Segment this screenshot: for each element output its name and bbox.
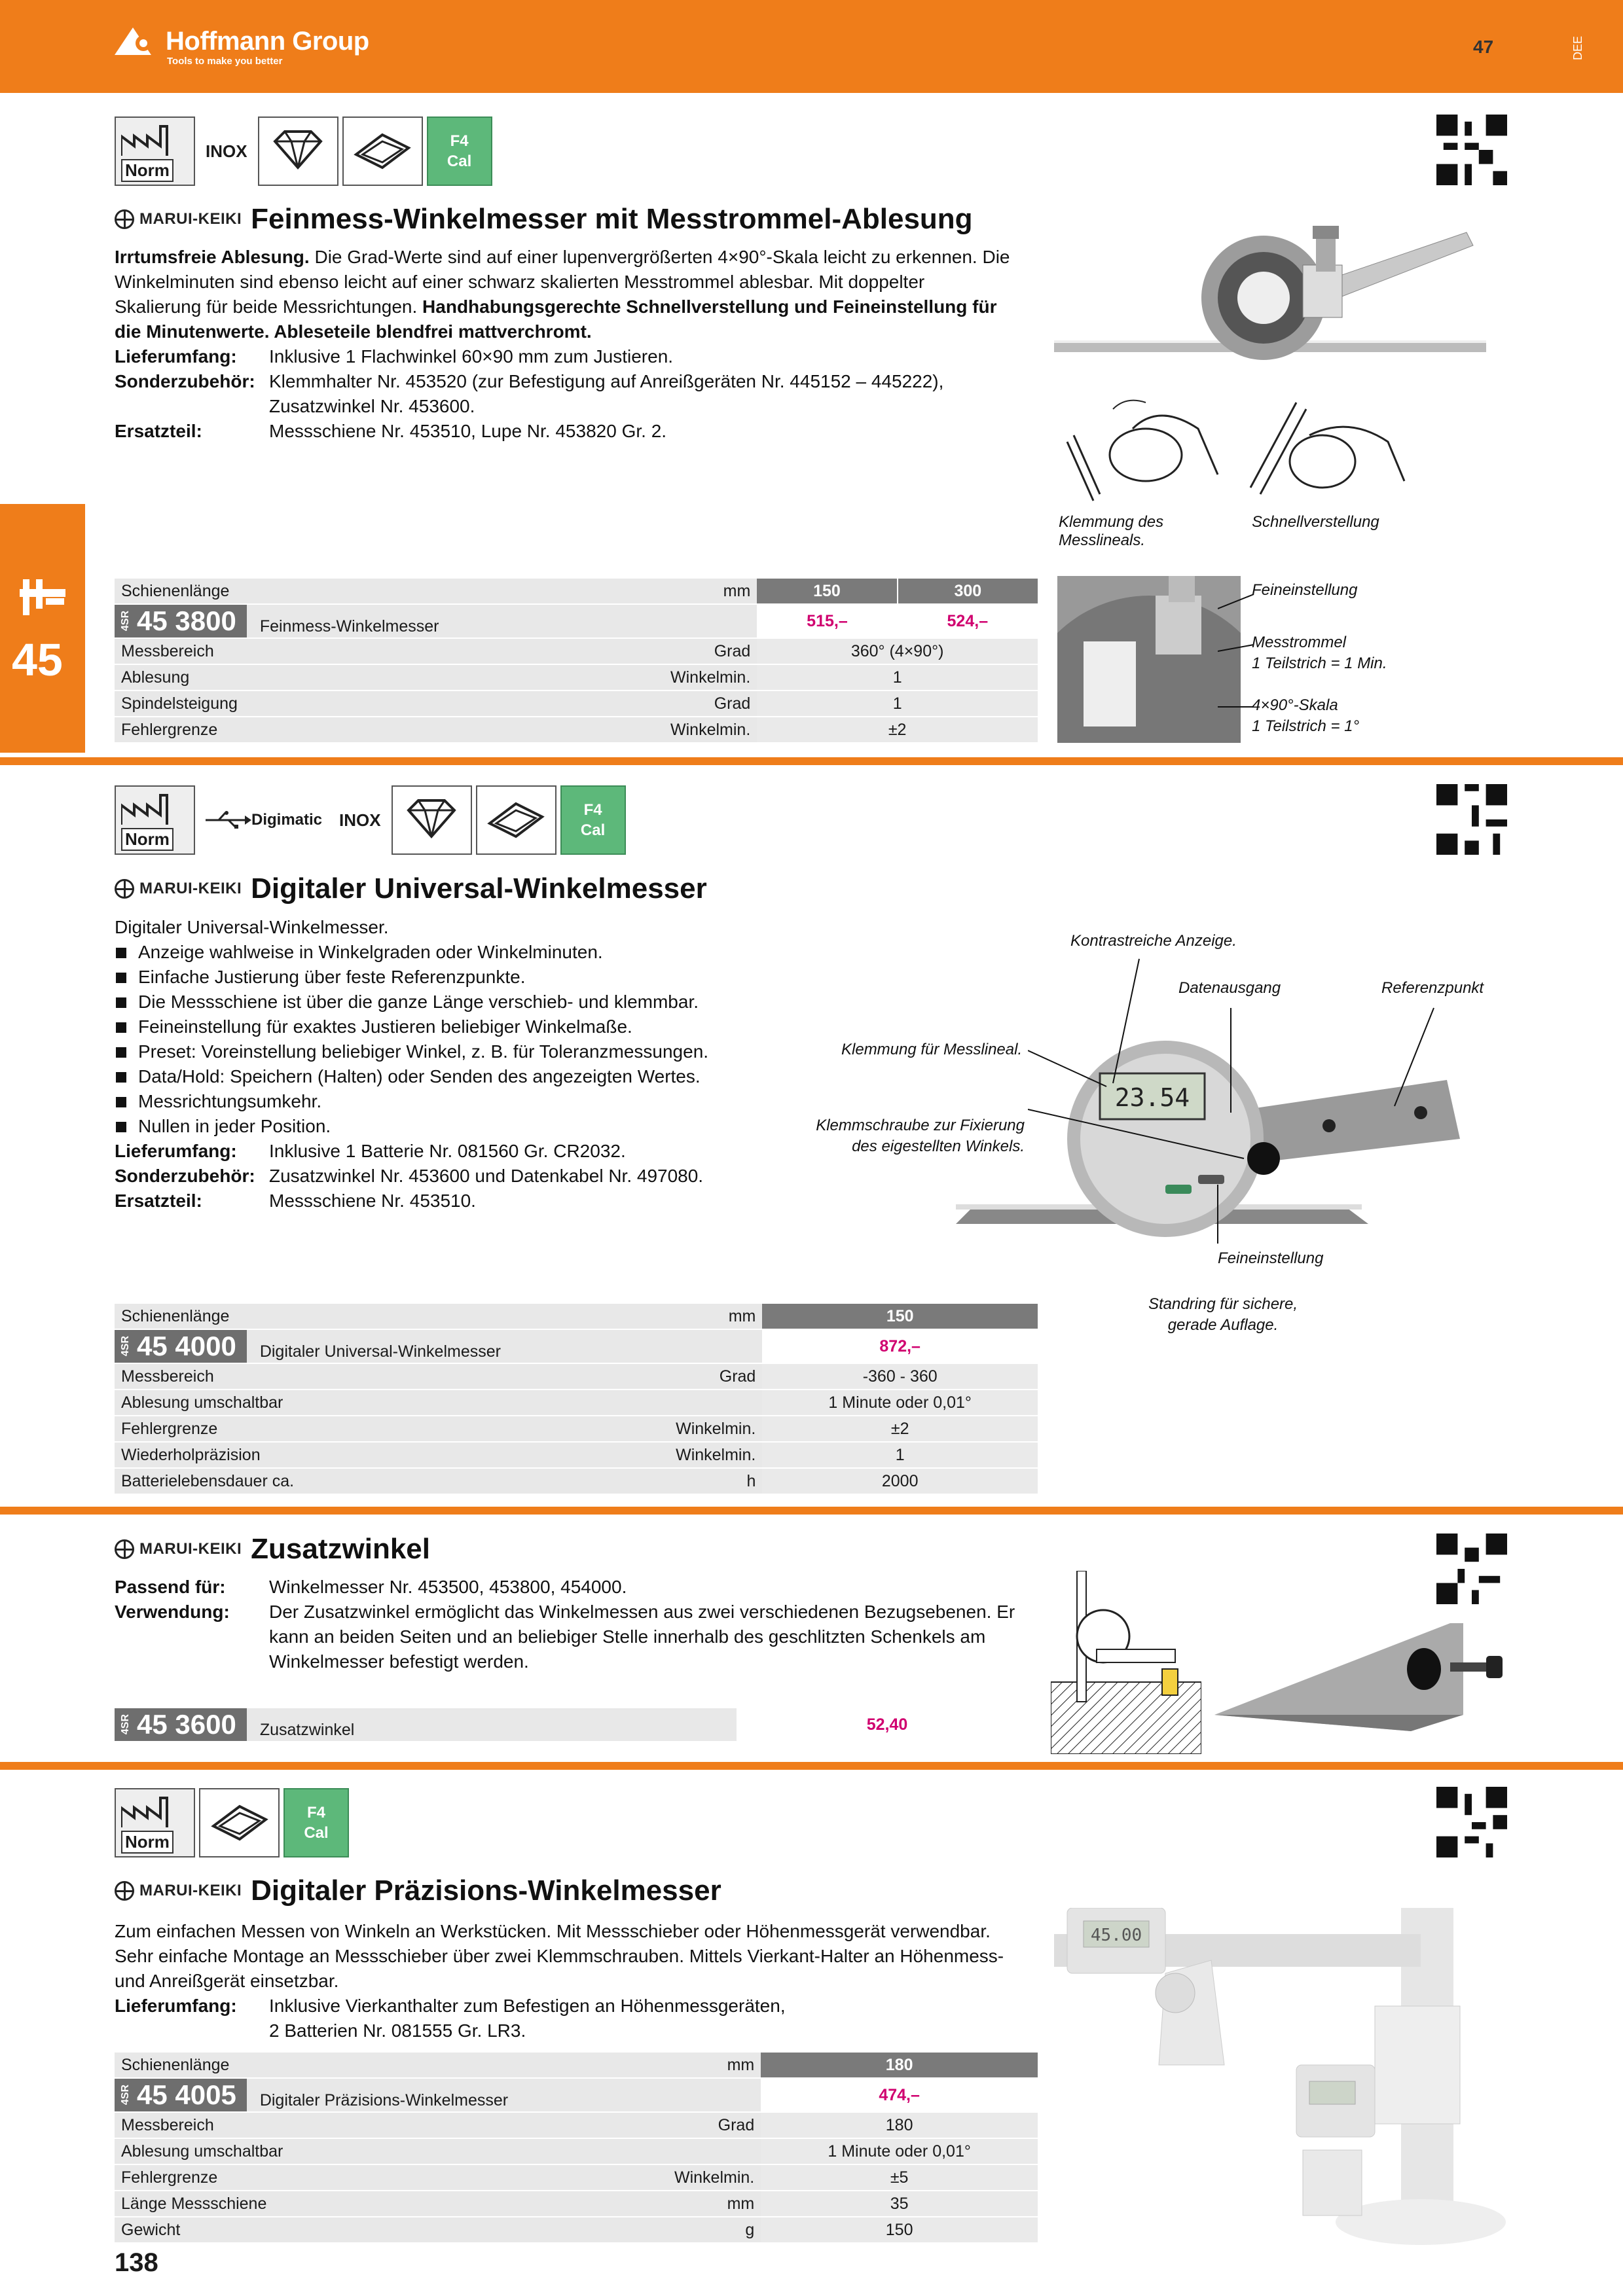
table-row: Messbereich Grad 180	[115, 2112, 1038, 2138]
marui-keiki-logo: MARUI-KEIKI	[115, 209, 242, 229]
square-usage-diagram	[1051, 1571, 1201, 1754]
s4-heading	[115, 1874, 721, 1907]
s1-caption-quick: Schnellverstellung	[1252, 513, 1379, 531]
f4-cal-badge: F4 Cal	[560, 785, 626, 855]
table-row: Batterielebensdauer ca. h 2000	[115, 1468, 1038, 1494]
section-divider	[0, 757, 1623, 765]
table-row: Wiederholpräzision Winkelmin. 1	[115, 1442, 1038, 1468]
case-icon	[476, 785, 556, 855]
s2-caption-display: Kontrastreiche Anzeige.	[1070, 932, 1237, 950]
s2-title: Digitaler Universal-Winkelmesser	[251, 872, 707, 905]
lcd-value: 45.00	[1090, 1926, 1142, 1945]
table-row: Ablesung umschaltbar 1 Minute oder 0,01°	[115, 2138, 1038, 2164]
price: 52,40	[737, 1708, 1038, 1742]
diamond-icon	[392, 785, 472, 855]
section-divider	[0, 1507, 1623, 1515]
table-row: Messbereich Grad 360° (4×90°)	[115, 638, 1038, 664]
precision-protractor-photo	[1054, 1908, 1512, 2248]
inox-label: INOX	[199, 117, 254, 186]
footer-page-number: 138	[115, 2248, 158, 2277]
norm-icon: Norm	[115, 1788, 195, 1857]
table-row: Länge Messschiene mm 35	[115, 2191, 1038, 2217]
s2-caption-ref: Referenzpunkt	[1381, 979, 1484, 997]
case-icon	[342, 117, 423, 186]
norm-icon: Norm	[115, 785, 195, 855]
page-number: 47	[1473, 37, 1494, 57]
lcd-value: 23.54	[1114, 1083, 1190, 1112]
s2-description: Digitaler Universal-Winkelmesser. Anzeige wahlweise in Winkelgraden oder Winkelminuten. Einfache Justierung über feste Referenzpunkte. Die Messschiene ist über die ganze Länge verschieb- und klemmbar. Feineinstellung für exaktes Justieren beliebiger Winkelmaße. Preset: Voreinstellung beliebiger Winkel, z. B. für Toleranzmessungen. Data/Hold: Speichern (Halten) oder Senden des angezeigten Wertes. Messrichtungsumkehr. Nullen in jeder Position. Lieferumfang: Inklusive 1 Batterie Nr. 081560 Gr. CR2032. Sonderzubehör: Zusatzwinkel Nr. 453600 und Datenkabel Nr. 497080. Ersatzteil: Messschiene Nr. 453510.	[115, 915, 900, 1213]
table-row: Fehlergrenze Winkelmin. ±5	[115, 2164, 1038, 2191]
s4-title: Digitaler Präzisions-Winkelmesser	[251, 1874, 721, 1907]
article-number: 4SR 45 3600	[115, 1708, 247, 1741]
caliper-icon	[16, 576, 69, 625]
s1-icon-row	[115, 117, 492, 186]
price: 524,–	[898, 604, 1038, 638]
s1-spec-table: Schienenlänge mm 150 300 4SR 45 3800 Feinmess-Winkelmesser 515,– 524,– Messbereich Grad 360° (4×90°) Ablesung Winkelmin. 1 Spindelsteigung Grad 1 Fehlergrenze Winkelmin. ±2	[115, 579, 1038, 744]
clamp-diagram	[1061, 389, 1237, 514]
qr-code-icon[interactable]	[1436, 784, 1507, 855]
quick-adjust-diagram	[1244, 389, 1414, 514]
section-divider	[0, 1762, 1623, 1770]
article-number: 4SR 45 4005	[115, 2079, 247, 2111]
s3-title: Zusatzwinkel	[251, 1533, 430, 1565]
s2-caption-ring: Standring für sichere, gerade Auflage.	[1148, 1295, 1298, 1334]
s2-caption-screw: Klemmschraube zur Fixierung des eigestellten Winkels.	[816, 1117, 1025, 1155]
case-icon	[199, 1788, 280, 1857]
diamond-icon	[258, 117, 338, 186]
s1-caption-drum: Messtrommel 1 Teilstrich = 1 Min.	[1252, 634, 1387, 672]
s1-caption-scale: 4×90°-Skala 1 Teilstrich = 1°	[1252, 696, 1360, 735]
price: 474,–	[761, 2078, 1038, 2112]
norm-icon: Norm	[115, 117, 195, 186]
s1-heading	[115, 203, 973, 236]
s1-caption-clamp: Klemmung des Messlineals.	[1059, 513, 1164, 549]
logo-mark-icon	[115, 26, 160, 58]
table-row: Spindelsteigung Grad 1	[115, 691, 1038, 717]
qr-code-icon[interactable]	[1436, 1787, 1507, 1857]
s1-title: Feinmess-Winkelmesser mit Messtrommel-Ablesung	[251, 203, 973, 235]
s4-description: Zum einfachen Messen von Winkeln an Werkstücken. Mit Messschieber oder Höhenmessgerät verwendbar. Sehr einfache Montage an Messschieber über zwei Klemmschrauben. Mittels Vierkant-Halter an Höhenmess- und Anreißgerät einsetzbar. Lieferumfang: Inklusive Vierkanthalter zum Befestigen an Höhenmessgeräten, 2 Batterien Nr. 081555 Gr. LR3.	[115, 1921, 1004, 2041]
s3-description: Passend für: Winkelmesser Nr. 453500, 453800, 454000. Verwendung: Der Zusatzwinkel ermöglicht das Winkelmessen aus zwei verschiedenen Bezugsebenen. Er kann an beiden Seiten und an beliebiger Stelle innerhalb des geschlitzten Schenkels am Winkelmesser befestigt werden.	[115, 1577, 1015, 1672]
s2-spec-table: Schienenlänge mm 150 4SR 45 4000 Digitaler Universal-Winkelmesser 872,– Messbereich Grad -360 - 360 Ablesung umschaltbar 1 Minute oder 0,01° Fehlergrenze Winkelmin. ±2 Wiederholpräzision Winkelmin. 1 Batterielebensdauer ca. h 2000	[115, 1304, 1038, 1495]
s1-article-row[interactable]: 4SR 45 3800 Feinmess-Winkelmesser 515,– 524,–	[115, 604, 1038, 638]
s2-article-row[interactable]: 4SR 45 4000 Digitaler Universal-Winkelmesser 872,–	[115, 1329, 1038, 1363]
chapter-tab: 45	[0, 504, 85, 753]
callout-lines	[1218, 576, 1257, 733]
marui-keiki-logo: MARUI-KEIKI	[115, 1881, 242, 1901]
s2-caption-fine: Feineinstellung	[1218, 1249, 1324, 1267]
qr-code-icon[interactable]	[1436, 115, 1507, 185]
price: 515,–	[757, 604, 897, 638]
s3-heading	[115, 1533, 430, 1566]
table-row: Fehlergrenze Winkelmin. ±2	[115, 717, 1038, 743]
hoffmann-logo: Hoffmann Group Tools to make you better	[115, 26, 369, 67]
language-code: DEE	[1571, 35, 1584, 60]
table-row: Gewicht g 150	[115, 2217, 1038, 2243]
s2-heading	[115, 872, 707, 905]
table-row: Fehlergrenze Winkelmin. ±2	[115, 1416, 1038, 1442]
table-row: Messbereich Grad -360 - 360	[115, 1363, 1038, 1390]
s4-article-row[interactable]: 4SR 45 4005 Digitaler Präzisions-Winkelmesser 474,–	[115, 2078, 1038, 2112]
protractor-illustration	[1054, 226, 1486, 370]
s4-icon-row	[115, 1788, 349, 1857]
s2-caption-clamp: Klemmung für Messlineal.	[841, 1041, 1023, 1058]
article-number: 4SR 45 4000	[115, 1330, 247, 1363]
s2-icon-row	[115, 785, 626, 855]
f4-cal-badge: F4 Cal	[283, 1788, 349, 1857]
additional-square-photo	[1214, 1617, 1516, 1734]
s1-description: Irrtumsfreie Ablesung. Die Grad-Werte sind auf einer lupenvergrößerten 4×90°-Skala leicht zu erkennen. Die Winkelminuten sind ebenso leicht auf einer schwarz skalierten Messtrommel ablesbar. Mit doppelter Skalierung für beide Messrichtungen. Handhabungsgerechte Schnellverstellung und Feineinstellung für die Minutenwerte. Ableseteile blendfrei mattverchromt. Lieferumfang: Inklusive 1 Flachwinkel 60×90 mm zum Justieren. Sonderzubehör: Klemmhalter Nr. 453520 (zur Befestigung auf Anreißgeräten Nr. 445152 – 445222), Zusatzwinkel Nr. 453600. Ersatzteil: Messschiene Nr. 453510, Lupe Nr. 453820 Gr. 2.	[115, 247, 1010, 441]
qr-code-icon[interactable]	[1436, 1534, 1507, 1604]
price: 872,–	[762, 1329, 1038, 1363]
marui-keiki-logo: MARUI-KEIKI	[115, 1539, 242, 1559]
drum-detail-photo	[1057, 576, 1241, 743]
usb-icon: Digimatic	[199, 785, 329, 855]
marui-keiki-logo: MARUI-KEIKI	[115, 879, 242, 899]
s4-spec-table: Schienenlänge mm 180 4SR 45 4005 Digitaler Präzisions-Winkelmesser 474,– Messbereich Grad 180 Ablesung umschaltbar 1 Minute oder 0,01° Fehlergrenze Winkelmin. ±5 Länge Messschiene mm 35 Gewicht g 150	[115, 2053, 1038, 2244]
s1-caption-fine: Feineinstellung	[1252, 581, 1358, 599]
s2-caption-data: Datenausgang	[1178, 979, 1281, 997]
s3-article-row[interactable]: 4SR 45 3600 Zusatzwinkel 52,40	[115, 1708, 1038, 1742]
f4-cal-badge: F4 Cal	[427, 117, 492, 186]
table-row: Ablesung Winkelmin. 1	[115, 664, 1038, 691]
s3-spec-table	[115, 1708, 1038, 1742]
table-row: Ablesung umschaltbar 1 Minute oder 0,01°	[115, 1390, 1038, 1416]
inox-label: INOX	[333, 785, 388, 855]
article-number: 4SR 45 3800	[115, 605, 247, 637]
